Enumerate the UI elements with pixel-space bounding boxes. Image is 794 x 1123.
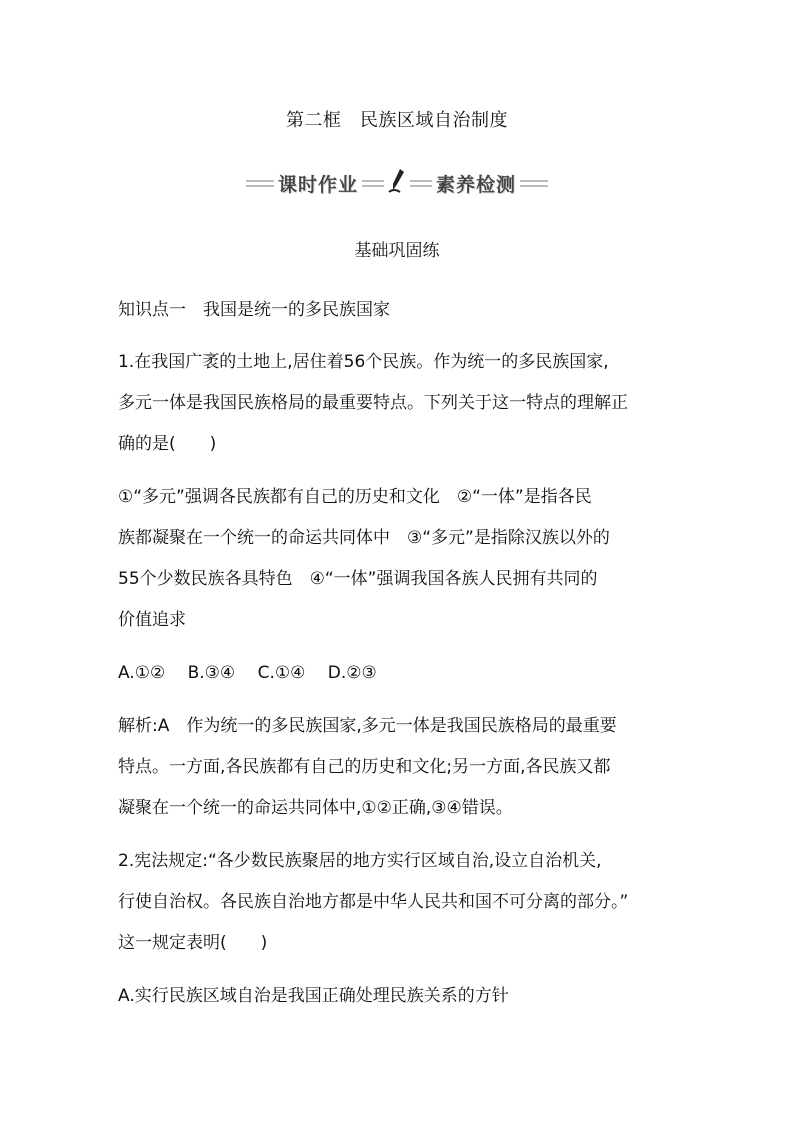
question-1-analysis xyxy=(118,706,688,829)
q2-stem-line: 2.宪法规定:“各少数民族聚居的地方实行区域自治,设立自治机关, xyxy=(118,851,602,871)
q2-stem-line: 行使自治权。各民族自治地方都是中华人民共和国不可分离的部分。” xyxy=(118,892,629,912)
q1-options-line: A.①② B.③④ C.①④ D.②③ xyxy=(118,663,377,683)
q1-stem-line: 多元一体是我国民族格局的最重要特点。下列关于这一特点的理解正 xyxy=(118,393,628,413)
question-1-options xyxy=(118,653,688,694)
banner-deco-lines-mid xyxy=(362,177,384,189)
knowledge-point-text: 知识点一 我国是统一的多民族国家 xyxy=(118,300,390,320)
section-heading: 基础巩固练 xyxy=(354,241,440,261)
question-1 xyxy=(118,342,688,1029)
page-title: 第二框 民族区域自治制度 xyxy=(286,110,508,131)
section-banner xyxy=(0,168,794,198)
knowledge-point-heading xyxy=(118,290,688,331)
question-1-stem xyxy=(118,342,688,465)
q1-statement-line: 价值追求 xyxy=(118,610,186,630)
question-2-option-a xyxy=(118,976,688,1017)
banner-deco-lines-mid2 xyxy=(410,177,432,189)
pen-nib-icon xyxy=(388,168,406,198)
banner-deco-lines-right xyxy=(520,177,548,189)
banner-right-text: 素养检测 xyxy=(436,173,517,196)
q1-statement-line: ①“多元”强调各民族都有自己的历史和文化 ②“一体”是指各民 xyxy=(118,487,592,507)
banner-left-text: 课时作业 xyxy=(277,173,358,196)
q1-analysis-line: 解析:A 作为统一的多民族国家,多元一体是我国民族格局的最重要 xyxy=(118,716,617,736)
q2-option-a-line: A.实行民族区域自治是我国正确处理民族关系的方针 xyxy=(118,986,509,1006)
q1-analysis-line: 特点。一方面,各民族都有自己的历史和文化;另一方面,各民族又都 xyxy=(118,757,611,777)
q1-statement-line: 族都凝聚在一个统一的命运共同体中 ③“多元”是指除汉族以外的 xyxy=(118,528,610,548)
question-1-statements xyxy=(118,477,688,641)
banner-deco-lines-left xyxy=(246,177,274,189)
q1-statement-line: 55个少数民族各具特色 ④“一体”强调我国各族人民拥有共同的 xyxy=(118,569,598,589)
q1-analysis-line: 凝聚在一个统一的命运共同体中,①②正确,③④错误。 xyxy=(118,798,513,818)
q1-stem-line: 1.在我国广袤的土地上,居住着56个民族。作为统一的多民族国家, xyxy=(118,352,609,372)
question-2-stem xyxy=(118,841,688,964)
q1-stem-line: 确的是( ) xyxy=(118,434,217,454)
q2-stem-line: 这一规定表明( ) xyxy=(118,933,268,953)
